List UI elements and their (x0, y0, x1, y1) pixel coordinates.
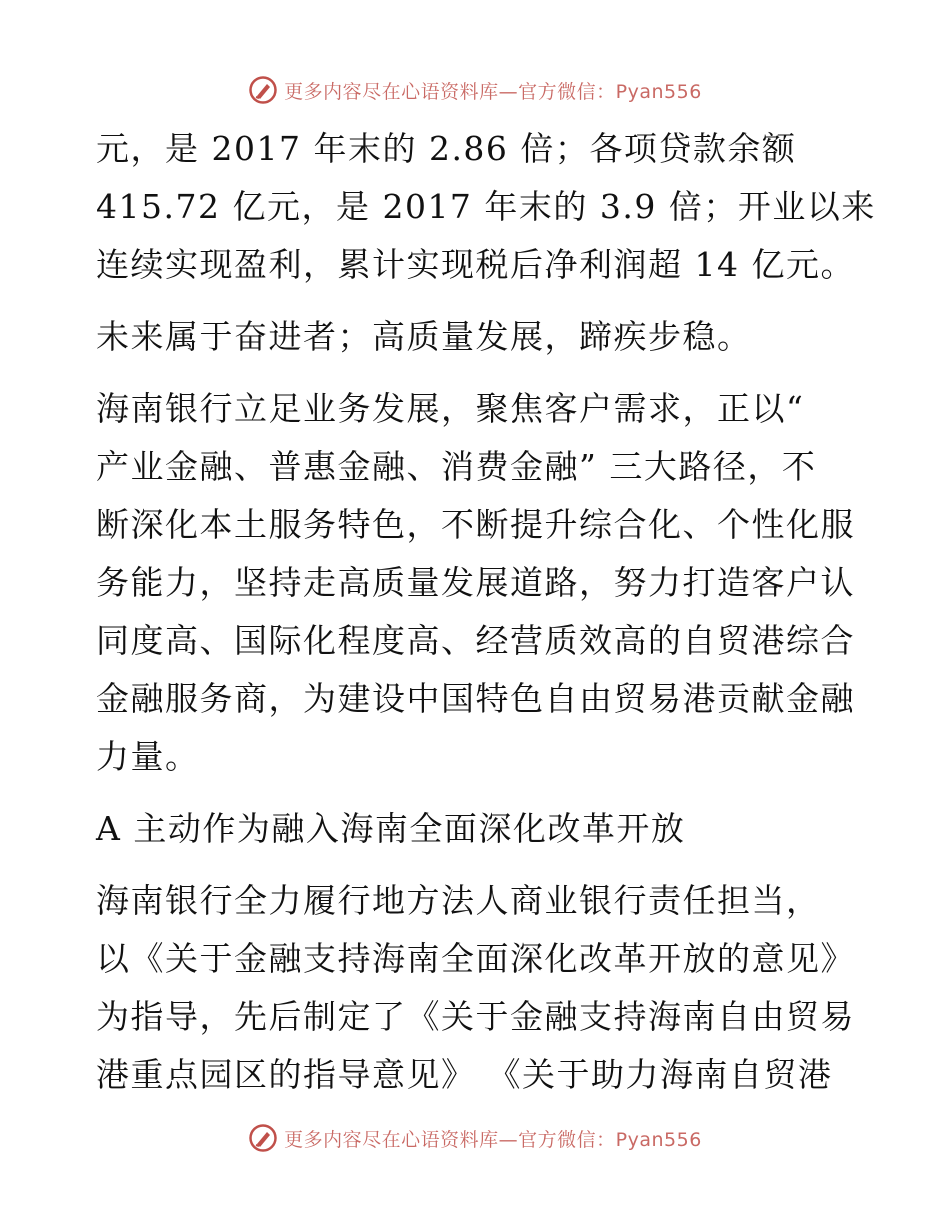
text-line: 断深化本土服务特色，不断提升综合化、个性化服 (96, 505, 855, 544)
text-line: 连续实现盈利，累计实现税后净利润超 14 亿元。 (96, 245, 855, 284)
text-line: 为指导，先后制定了《关于金融支持海南自由贸易 (96, 997, 855, 1036)
paragraph-future (96, 308, 856, 366)
text-line: 金融服务商，为建设中国特色自由贸易港贡献金融 (96, 679, 855, 718)
text-line: 海南银行全力履行地方法人商业银行责任担当， (96, 881, 821, 920)
text-line: 同度高、国际化程度高、经营质效高的自贸港综合 (96, 621, 855, 660)
text-line: 元，是 2017 年末的 2.86 倍；各项贷款余额 (96, 129, 797, 168)
text-line: 未来属于奋进者；高质量发展，蹄疾步稳。 (96, 317, 752, 356)
paragraph-strategy (96, 380, 856, 786)
text-line: 务能力，坚持走高质量发展道路，努力打造客户认 (96, 563, 855, 602)
text-line: 以《关于金融支持海南全面深化改革开放的意见》 (96, 939, 855, 978)
text-line: 港重点园区的指导意见》 《关于助力海南自贸港 (96, 1055, 833, 1094)
heading-text: A 主动作为融入海南全面深化改革开放 (96, 809, 686, 848)
text-line: 产业金融、普惠金融、消费金融” 三大路径，不 (96, 447, 817, 486)
text-line: 海南银行立足业务发展，聚焦客户需求，正以“ (96, 389, 805, 428)
watermark-group (248, 75, 702, 105)
watermark-banner-top (0, 70, 950, 110)
text-line: 力量。 (96, 737, 200, 776)
watermark-group (248, 1123, 702, 1153)
paragraph-stats (96, 120, 876, 294)
section-heading (96, 800, 856, 858)
watermark-banner-bottom (0, 1118, 950, 1158)
document-body (96, 120, 876, 1104)
watermark-text: 更多内容尽在心语资料库—官方微信：Pyan556 (284, 80, 702, 103)
pen-circle-icon (248, 75, 278, 105)
watermark-text: 更多内容尽在心语资料库—官方微信：Pyan556 (284, 1128, 702, 1151)
text-line: 415.72 亿元，是 2017 年末的 3.9 倍；开业以来 (96, 187, 876, 226)
paragraph-policy (96, 872, 856, 1104)
pen-circle-icon (248, 1123, 278, 1153)
